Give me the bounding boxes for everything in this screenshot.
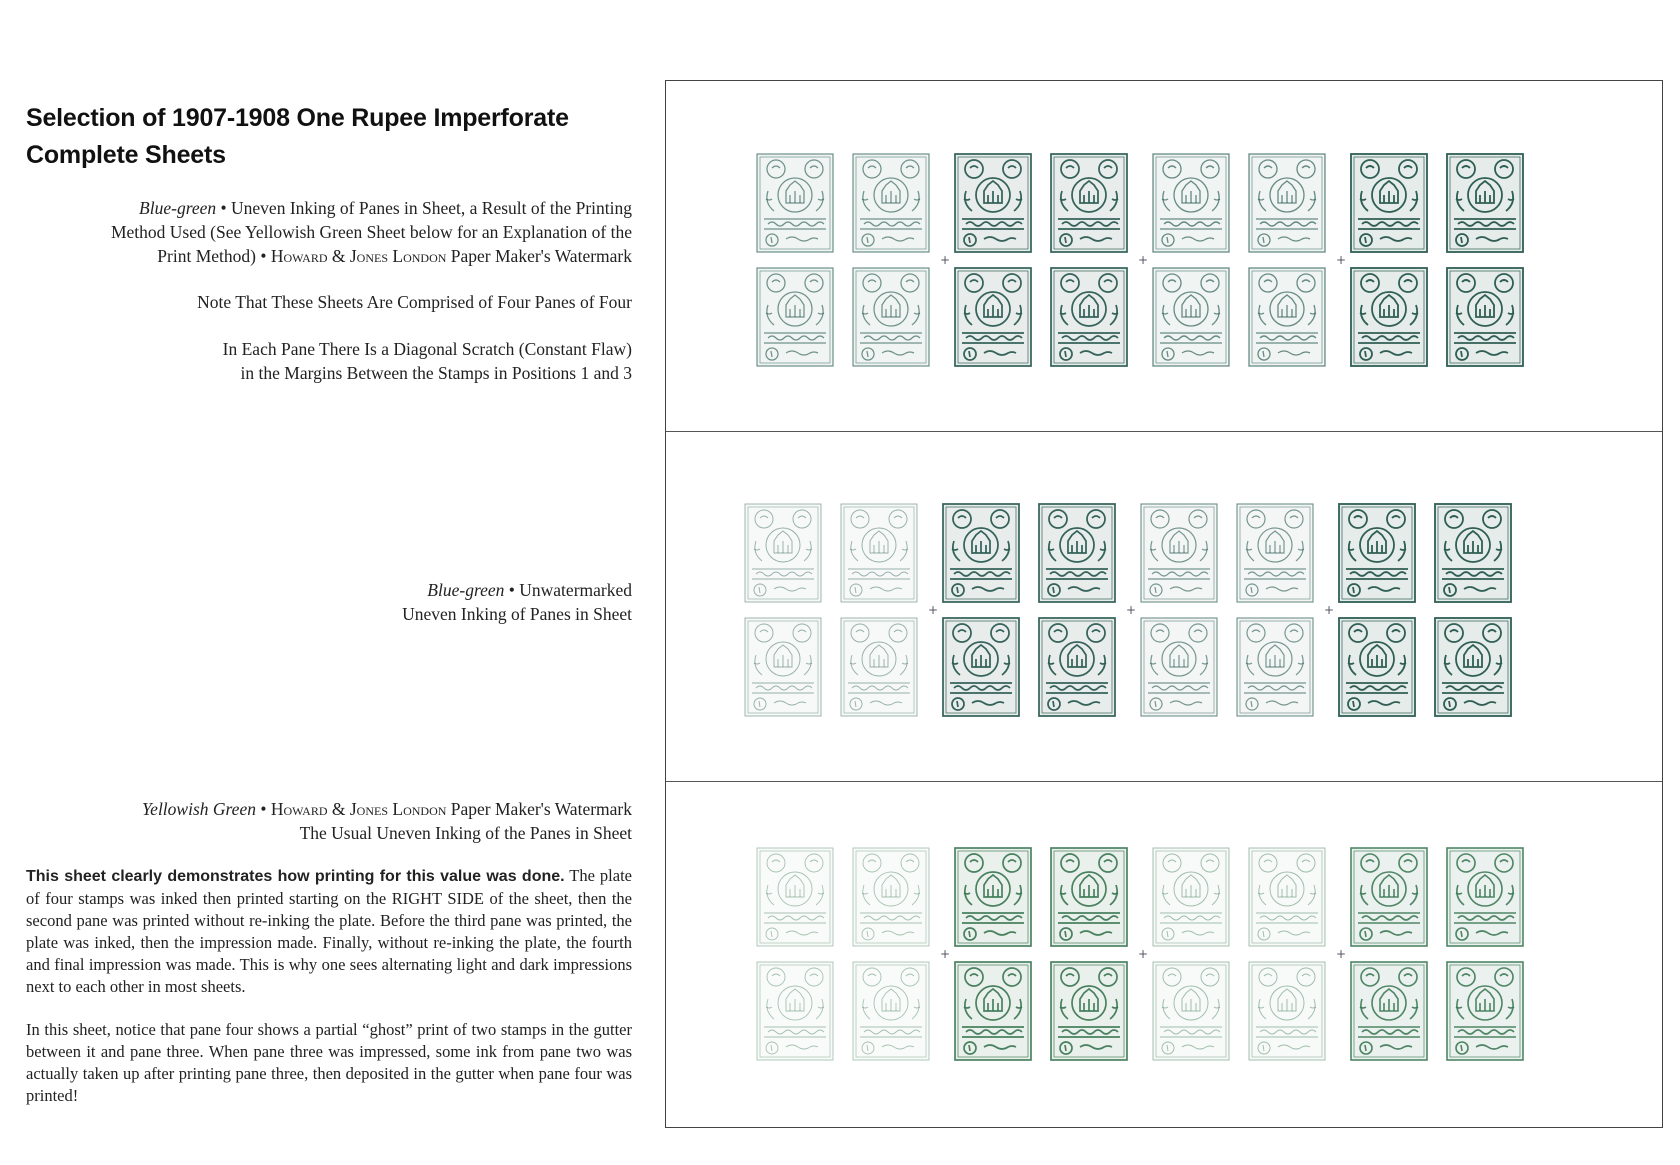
stamp-one-rupee bbox=[1138, 501, 1220, 605]
sheet3-line2: The Usual Uneven Inking of the Panes in Sheet bbox=[299, 823, 632, 843]
sheet2-description bbox=[26, 578, 632, 626]
stamp-one-rupee bbox=[1348, 151, 1430, 255]
sheet3-line1-post: Paper Maker's Watermark bbox=[446, 799, 632, 819]
sheet3-watermark: Howard & Jones London bbox=[270, 799, 447, 819]
printing-explanation bbox=[26, 865, 632, 998]
stamp-one-rupee bbox=[1234, 615, 1316, 719]
stamp-one-rupee bbox=[1336, 615, 1418, 719]
stamp-one-rupee bbox=[1036, 615, 1118, 719]
stamp-one-rupee bbox=[754, 265, 836, 369]
stamp-one-rupee bbox=[742, 501, 824, 605]
stamp-one-rupee bbox=[940, 615, 1022, 719]
page-title bbox=[26, 100, 632, 174]
stamp-one-rupee bbox=[1036, 501, 1118, 605]
stamp-one-rupee bbox=[1444, 151, 1526, 255]
sheet1-note-scratch bbox=[26, 337, 632, 385]
sheet1-note-scratch-line2: in the Margins Between the Stamps in Positions 1 and 3 bbox=[240, 363, 632, 383]
stamp-one-rupee bbox=[1444, 845, 1526, 949]
stamp-one-rupee bbox=[1234, 501, 1316, 605]
stamp-one-rupee bbox=[952, 151, 1034, 255]
stamp-one-rupee bbox=[952, 845, 1034, 949]
gutter-cross-mark: + bbox=[1138, 947, 1149, 961]
stamp-one-rupee bbox=[838, 615, 920, 719]
sheet1-line2: Method Used (See Yellowish Green Sheet below for an Explanation of the bbox=[110, 222, 632, 242]
sheet2-color: Blue-green bbox=[427, 580, 505, 600]
stamp-one-rupee bbox=[1432, 615, 1514, 719]
gutter-cross-mark: + bbox=[940, 253, 951, 267]
printing-explanation-lead: This sheet clearly demonstrates how printing for this value was done. bbox=[26, 868, 565, 885]
stamp-one-rupee bbox=[1150, 151, 1232, 255]
sheet2-line1: • Unwatermarked bbox=[504, 580, 632, 600]
stamp-one-rupee bbox=[1150, 959, 1232, 1063]
stamp-one-rupee bbox=[1246, 151, 1328, 255]
album-page bbox=[665, 80, 1663, 1128]
sheet1-note-scratch-line1: In Each Pane There Is a Diagonal Scratch (Constant Flaw) bbox=[222, 339, 632, 359]
stamp-one-rupee bbox=[754, 959, 836, 1063]
stamp-one-rupee bbox=[1336, 501, 1418, 605]
stamp-one-rupee bbox=[850, 845, 932, 949]
stamp-one-rupee bbox=[1246, 959, 1328, 1063]
stamp-one-rupee bbox=[1444, 265, 1526, 369]
sheet1-description bbox=[26, 196, 632, 268]
sheet-yellowish-green-watermarked bbox=[666, 781, 1662, 1127]
sheet2-line2: Uneven Inking of Panes in Sheet bbox=[402, 604, 632, 624]
stamp-one-rupee bbox=[1150, 265, 1232, 369]
stamp-one-rupee bbox=[1444, 959, 1526, 1063]
sheet1-line3-post: Paper Maker's Watermark bbox=[446, 246, 632, 266]
gutter-cross-mark: + bbox=[1138, 253, 1149, 267]
stamp-one-rupee bbox=[1246, 265, 1328, 369]
gutter-cross-mark: + bbox=[940, 947, 951, 961]
ghost-print-explanation: In this sheet, notice that pane four shows a partial “ghost” print of two stamps in the gutter between it and pane three. When pane three was impressed, some ink from pane two was actually taken up after printing pane three, then deposited in the gutter when pane four was printed! bbox=[26, 1020, 632, 1105]
gutter-cross-mark: + bbox=[1336, 253, 1347, 267]
stamp-one-rupee bbox=[754, 151, 836, 255]
stamp-one-rupee bbox=[754, 845, 836, 949]
sheet3-description bbox=[26, 797, 632, 845]
stamp-one-rupee bbox=[838, 501, 920, 605]
sheet3-color: Yellowish Green bbox=[142, 799, 256, 819]
stamp-one-rupee bbox=[1348, 845, 1430, 949]
sheet-blue-green-unwatermarked bbox=[666, 431, 1662, 781]
page-title-line1: Selection of 1907-1908 One Rupee Imperforate bbox=[26, 104, 569, 132]
stamp-one-rupee bbox=[1348, 959, 1430, 1063]
stamp-one-rupee bbox=[1048, 151, 1130, 255]
sheet1-watermark: Howard & Jones London bbox=[270, 246, 447, 266]
stamp-one-rupee bbox=[850, 959, 932, 1063]
sheet-blue-green-watermarked bbox=[666, 81, 1662, 431]
stamp-one-rupee bbox=[1150, 845, 1232, 949]
stamp-one-rupee bbox=[1348, 265, 1430, 369]
stamp-one-rupee bbox=[952, 265, 1034, 369]
description-column bbox=[26, 100, 633, 1105]
printing-explanation-body: The plate of four stamps was inked then printed starting on the RIGHT SIDE of the sheet, then the second pane was printed without re-inking the plate. Before the third pane was printed, the plate was inked, then the impression made. Finally, without re-inking the plate, the fourth and final impression was made. This is why one sees alternating light and dark impressions next to each other in most sheets. bbox=[26, 866, 633, 996]
sheet1-line1: • Uneven Inking of Panes in Sheet, a Result of the Printing bbox=[216, 198, 632, 218]
stamp-one-rupee bbox=[850, 265, 932, 369]
stamp-one-rupee bbox=[1138, 615, 1220, 719]
stamp-one-rupee bbox=[940, 501, 1022, 605]
gutter-cross-mark: + bbox=[1324, 603, 1335, 617]
sheet1-line3-pre: Print Method) • bbox=[157, 246, 271, 266]
sheet1-color: Blue-green bbox=[139, 198, 217, 218]
stamp-one-rupee bbox=[742, 615, 824, 719]
gutter-cross-mark: + bbox=[1126, 603, 1137, 617]
sheet3-line1-mid: • bbox=[255, 799, 271, 819]
page-title-line2: Complete Sheets bbox=[26, 141, 226, 169]
stamp-one-rupee bbox=[1048, 845, 1130, 949]
stamp-one-rupee bbox=[1246, 845, 1328, 949]
stamp-one-rupee bbox=[952, 959, 1034, 1063]
stamp-one-rupee bbox=[850, 151, 932, 255]
sheet1-note-panes: Note That These Sheets Are Comprised of Four Panes of Four bbox=[197, 292, 632, 312]
stamp-one-rupee bbox=[1432, 501, 1514, 605]
stamp-one-rupee bbox=[1048, 265, 1130, 369]
stamp-one-rupee bbox=[1048, 959, 1130, 1063]
gutter-cross-mark: + bbox=[1336, 947, 1347, 961]
gutter-cross-mark: + bbox=[928, 603, 939, 617]
